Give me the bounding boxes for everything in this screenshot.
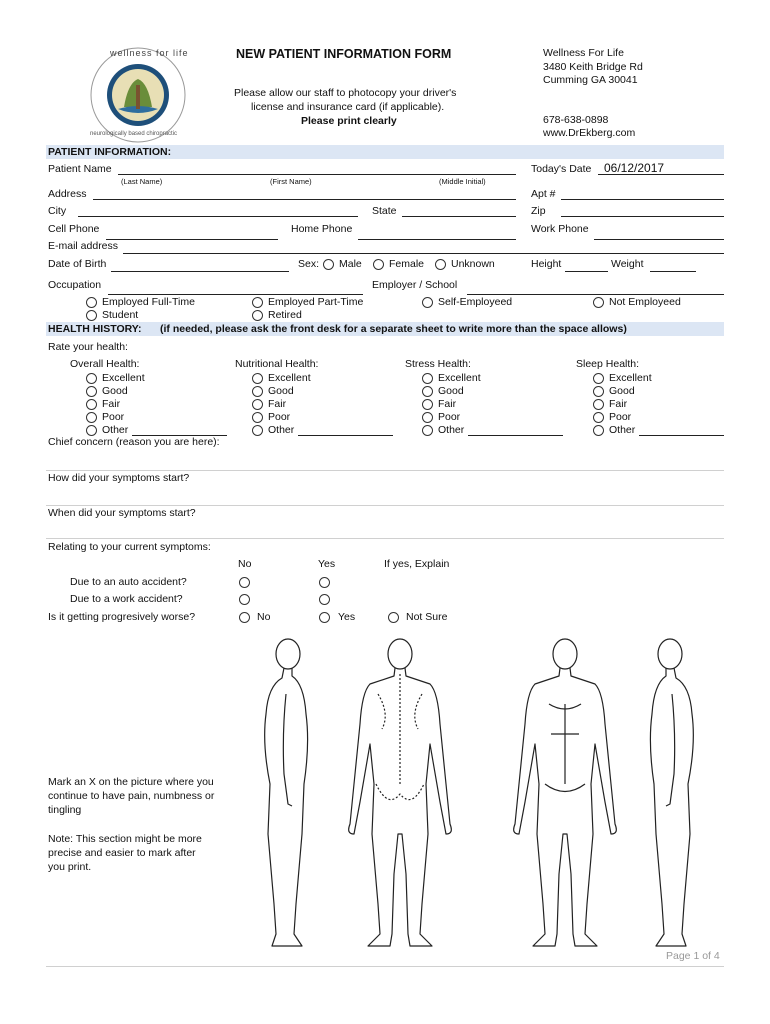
stress-excellent-label: Excellent	[438, 372, 481, 384]
zip-label: Zip	[531, 205, 546, 217]
stress-other-radio[interactable]	[422, 425, 433, 436]
health-history-title: HEALTH HISTORY:	[48, 323, 142, 335]
sleep-other-field[interactable]	[639, 435, 724, 436]
clinic-city: Cumming GA 30041	[543, 74, 638, 86]
worse-no-label: No	[257, 611, 271, 623]
sleep-fair-label: Fair	[609, 398, 628, 410]
sleep-poor-label: Poor	[609, 411, 632, 423]
clinic-street: 3480 Keith Bridge Rd	[543, 61, 643, 73]
apt-field[interactable]	[561, 199, 724, 200]
emp-student-radio[interactable]	[86, 310, 97, 321]
todays-date-value[interactable]: 06/12/2017	[604, 161, 665, 175]
emp-part-radio[interactable]	[252, 297, 263, 308]
body-note-3: you print.	[48, 861, 92, 873]
emp-retired-radio[interactable]	[252, 310, 263, 321]
relating-label: Relating to your current symptoms:	[48, 541, 211, 553]
sleep-excellent-label: Excellent	[609, 372, 652, 384]
nutritional-poor-label: Poor	[268, 411, 291, 423]
nutritional-good-label: Good	[268, 385, 294, 397]
chief-concern-line[interactable]	[46, 470, 724, 471]
weight-label: Weight	[611, 258, 644, 270]
sleep-good-label: Good	[609, 385, 635, 397]
nutritional-excellent-radio[interactable]	[252, 373, 263, 384]
sleep-poor-radio[interactable]	[593, 412, 604, 423]
dob-label: Date of Birth	[48, 258, 107, 270]
state-field[interactable]	[402, 216, 516, 217]
body-figure-front[interactable]	[514, 639, 617, 946]
zip-field[interactable]	[561, 216, 724, 217]
state-label: State	[372, 205, 397, 217]
overall-health-heading: Overall Health:	[70, 358, 140, 370]
emp-full-label: Employed Full-Time	[102, 296, 195, 308]
work-yes-radio[interactable]	[319, 594, 330, 605]
emp-full-radio[interactable]	[86, 297, 97, 308]
nutritional-other-field[interactable]	[298, 435, 393, 436]
sleep-other-radio[interactable]	[593, 425, 604, 436]
clinic-name: Wellness For Life	[543, 47, 624, 59]
apt-label: Apt #	[531, 188, 556, 200]
col-no-header: No	[238, 558, 252, 570]
sleep-good-radio[interactable]	[593, 386, 604, 397]
sex-female-label: Female	[389, 258, 425, 270]
sex-male-label: Male	[339, 258, 362, 270]
nutritional-poor-radio[interactable]	[252, 412, 263, 423]
stress-poor-radio[interactable]	[422, 412, 433, 423]
nutritional-excellent-label: Excellent	[268, 372, 311, 384]
intro-line-2: license and insurance card (if applicable).	[251, 101, 445, 113]
weight-field[interactable]	[650, 271, 696, 272]
emp-retired-label: Retired	[268, 309, 302, 321]
emp-student-label: Student	[102, 309, 139, 321]
overall-excellent-radio[interactable]	[86, 373, 97, 384]
emp-self-radio[interactable]	[422, 297, 433, 308]
clinic-logo	[88, 45, 188, 145]
health-history-note: (if needed, please ask the front desk for a separate sheet to write more than the space allows)	[160, 323, 627, 335]
stress-fair-radio[interactable]	[422, 399, 433, 410]
sleep-other-label: Other	[609, 424, 636, 436]
overall-excellent-label: Excellent	[102, 372, 145, 384]
todays-date-field	[598, 174, 724, 175]
form-title: NEW PATIENT INFORMATION FORM	[236, 47, 452, 61]
body-figure-left-side[interactable]	[650, 639, 693, 946]
nutritional-fair-label: Fair	[268, 398, 287, 410]
body-instruction-3: tingling	[48, 804, 82, 816]
patient-name-label: Patient Name	[48, 163, 112, 175]
body-instruction-2: continue to have pain, numbness or	[48, 790, 215, 802]
height-label: Height	[531, 258, 562, 270]
overall-poor-radio[interactable]	[86, 412, 97, 423]
symptoms-when-label: When did your symptoms start?	[48, 507, 196, 519]
body-instruction-1: Mark an X on the picture where you	[48, 776, 214, 788]
last-name-caption: (Last Name)	[121, 177, 163, 186]
emp-part-label: Employed Part-Time	[268, 296, 364, 308]
address-field[interactable]	[93, 199, 516, 200]
email-label: E-mail address	[48, 240, 119, 252]
work-phone-field[interactable]	[594, 239, 724, 240]
body-figures[interactable]	[240, 634, 730, 952]
logo-sub-text: neurologically based chiropractic	[90, 131, 178, 137]
overall-good-label: Good	[102, 385, 128, 397]
occupation-field[interactable]	[108, 294, 363, 295]
nutritional-health-heading: Nutritional Health:	[235, 358, 319, 370]
cell-phone-field[interactable]	[106, 239, 278, 240]
cell-phone-label: Cell Phone	[48, 223, 100, 235]
home-phone-label: Home Phone	[291, 223, 353, 235]
overall-fair-label: Fair	[102, 398, 121, 410]
worse-yes-radio[interactable]	[319, 612, 330, 623]
symptoms-how-label: How did your symptoms start?	[48, 472, 190, 484]
stress-other-label: Other	[438, 424, 465, 436]
email-field[interactable]	[123, 253, 724, 254]
sex-male-radio[interactable]	[323, 259, 334, 270]
stress-health-heading: Stress Health:	[405, 358, 471, 370]
symptoms-when-line[interactable]	[46, 538, 724, 539]
stress-fair-label: Fair	[438, 398, 457, 410]
logo-ring-text: wellness for life	[110, 48, 189, 58]
work-no-radio[interactable]	[239, 594, 250, 605]
stress-excellent-radio[interactable]	[422, 373, 433, 384]
work-accident-label: Due to a work accident?	[70, 593, 183, 605]
auto-accident-label: Due to an auto accident?	[70, 576, 187, 588]
emp-not-radio[interactable]	[593, 297, 604, 308]
col-explain-header: If yes, Explain	[384, 558, 450, 570]
body-note-1: Note: This section might be more	[48, 833, 202, 845]
patient-name-field[interactable]	[118, 174, 516, 175]
sex-female-radio[interactable]	[373, 259, 384, 270]
overall-good-radio[interactable]	[86, 386, 97, 397]
home-phone-field[interactable]	[358, 239, 516, 240]
dob-field[interactable]	[111, 271, 289, 272]
stress-poor-label: Poor	[438, 411, 461, 423]
sleep-health-heading: Sleep Health:	[576, 358, 640, 370]
sleep-excellent-radio[interactable]	[593, 373, 604, 384]
work-phone-label: Work Phone	[531, 223, 589, 235]
rate-health-label: Rate your health:	[48, 341, 128, 353]
address-label: Address	[48, 188, 87, 200]
first-name-caption: (First Name)	[270, 177, 312, 186]
sex-label: Sex:	[298, 258, 320, 270]
worse-no-radio[interactable]	[239, 612, 250, 623]
worse-notsure-radio[interactable]	[388, 612, 399, 623]
height-field[interactable]	[565, 271, 608, 272]
intro-line-3: Please print clearly	[301, 115, 397, 127]
emp-not-label: Not Employeed	[609, 296, 681, 308]
footer-divider	[46, 966, 724, 967]
worse-yes-label: Yes	[338, 611, 356, 623]
todays-date-label: Today's Date	[531, 163, 592, 175]
intro-line-1: Please allow our staff to photocopy your driver's	[234, 87, 457, 99]
auto-no-radio[interactable]	[239, 577, 250, 588]
body-figure-back[interactable]	[349, 639, 452, 946]
stress-other-field[interactable]	[468, 435, 563, 436]
stress-good-radio[interactable]	[422, 386, 433, 397]
col-yes-header: Yes	[318, 558, 336, 570]
page-number: Page 1 of 4	[666, 950, 720, 962]
overall-other-radio[interactable]	[86, 425, 97, 436]
middle-initial-caption: (Middle Initial)	[439, 177, 486, 186]
auto-yes-radio[interactable]	[319, 577, 330, 588]
nutritional-other-radio[interactable]	[252, 425, 263, 436]
nutritional-good-radio[interactable]	[252, 386, 263, 397]
city-field[interactable]	[78, 216, 358, 217]
city-label: City	[48, 205, 67, 217]
sex-unknown-radio[interactable]	[435, 259, 446, 270]
occupation-label: Occupation	[48, 279, 102, 291]
emp-self-label: Self-Employeed	[438, 296, 513, 308]
nutritional-fair-radio[interactable]	[252, 399, 263, 410]
worse-notsure-label: Not Sure	[406, 611, 448, 623]
chief-concern-label: Chief concern (reason you are here):	[48, 436, 220, 448]
patient-info-title: PATIENT INFORMATION:	[48, 146, 172, 158]
nutritional-other-label: Other	[268, 424, 295, 436]
sleep-fair-radio[interactable]	[593, 399, 604, 410]
clinic-website: www.DrEkberg.com	[543, 127, 636, 139]
stress-good-label: Good	[438, 385, 464, 397]
employer-field[interactable]	[467, 294, 724, 295]
overall-fair-radio[interactable]	[86, 399, 97, 410]
employer-label: Employer / School	[372, 279, 458, 291]
symptoms-how-line[interactable]	[46, 505, 724, 506]
sex-unknown-label: Unknown	[451, 258, 495, 270]
overall-poor-label: Poor	[102, 411, 125, 423]
body-note-2: precise and easier to mark after	[48, 847, 196, 859]
body-figure-right-side[interactable]	[265, 639, 308, 946]
worse-label: Is it getting progresively worse?	[48, 611, 196, 623]
overall-other-label: Other	[102, 424, 129, 436]
clinic-phone: 678-638-0898	[543, 114, 609, 126]
